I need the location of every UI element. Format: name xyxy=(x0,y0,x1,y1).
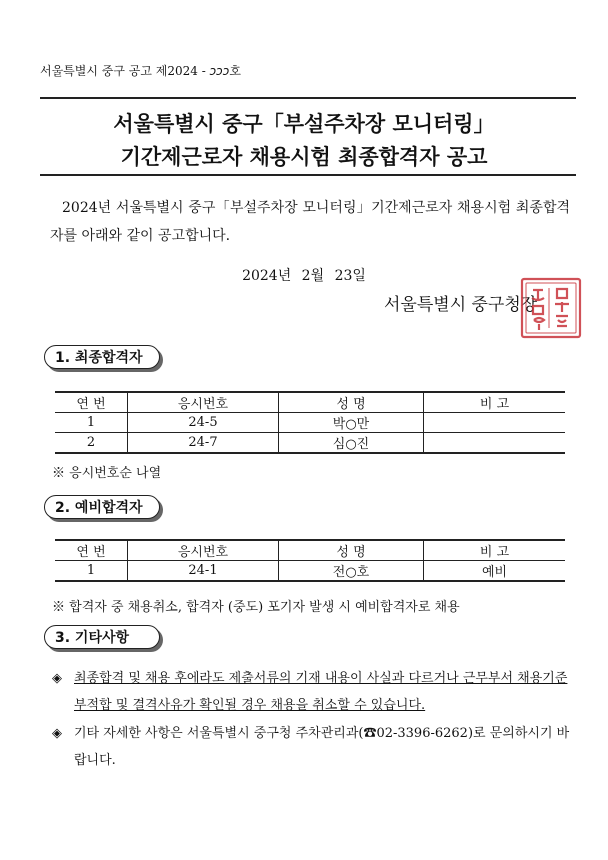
reserve-passers-table xyxy=(55,539,565,582)
col-header-remarks: 비 고 xyxy=(424,540,566,561)
table-row xyxy=(55,433,565,454)
cell-number: 1 xyxy=(55,413,128,433)
title-line-1: 서울특별시 중구「부설주차장 모니터링」 xyxy=(113,112,495,136)
col-header-name: 성 명 xyxy=(279,540,424,561)
table-header-row xyxy=(55,540,565,561)
other-note-item xyxy=(52,720,572,774)
reserve-passers-note: ※ 합격자 중 채용취소, 합격자 (중도) 포기자 발생 시 예비합격자로 채용 xyxy=(52,600,460,615)
section-heading-other-notes: 3. 기타사항 xyxy=(44,625,160,649)
cell-exam-number: 24-1 xyxy=(128,561,279,582)
final-passers-note: ※ 응시번호순 나열 xyxy=(52,466,162,481)
col-header-remarks: 비 고 xyxy=(424,392,566,413)
cell-name: 심○진 xyxy=(279,433,424,454)
document-number-handwritten: ↄↄↄ xyxy=(209,64,230,78)
cell-remarks: 예비 xyxy=(424,561,566,582)
table-header-row xyxy=(55,392,565,413)
section-heading-final-passers: 1. 최종합격자 xyxy=(44,345,160,369)
cell-name: 박○만 xyxy=(279,413,424,433)
diamond-bullet-icon: ◈ xyxy=(52,726,62,741)
cell-remarks xyxy=(424,413,566,433)
document-number-suffix: 호 xyxy=(229,64,241,78)
intro-paragraph: 2024년 서울특별시 중구「부설주차장 모니터링」기간제근로자 채용시험 최종합격자를 아래와 같이 공고합니다. xyxy=(50,200,570,244)
cell-exam-number: 24-5 xyxy=(128,413,279,433)
title-bottom-rule xyxy=(40,174,576,176)
diamond-bullet-icon: ◈ xyxy=(52,671,62,686)
issuer-name: 서울특별시 중구청장 xyxy=(384,295,538,315)
table-row xyxy=(55,413,565,433)
section-heading-reserve-passers: 2. 예비합격자 xyxy=(44,495,160,519)
final-passers-table xyxy=(55,391,565,454)
col-header-number: 연 번 xyxy=(55,540,128,561)
title-top-rule xyxy=(40,97,576,99)
other-note-text: 최종합격 및 채용 후에라도 제출서류의 기재 내용이 사실과 다르거나 근무부서 채용기준 부적합 및 결격사유가 확인될 경우 채용을 취소할 수 있습니다. xyxy=(74,671,568,713)
cell-number: 1 xyxy=(55,561,128,582)
announcement-date: 2024년 2월 23일 xyxy=(242,268,366,284)
cell-number: 2 xyxy=(55,433,128,454)
other-note-item xyxy=(52,665,572,719)
official-seal-icon xyxy=(519,276,583,340)
col-header-exam-number: 응시번호 xyxy=(128,540,279,561)
document-number-prefix: 서울특별시 중구 공고 제2024 - xyxy=(40,64,210,78)
cell-remarks xyxy=(424,433,566,454)
document-number xyxy=(40,62,241,79)
title-line-2: 기간제근로자 채용시험 최종합격자 공고 xyxy=(120,145,488,169)
col-header-exam-number: 응시번호 xyxy=(128,392,279,413)
col-header-number: 연 번 xyxy=(55,392,128,413)
cell-exam-number: 24-7 xyxy=(128,433,279,454)
other-note-text: 기타 자세한 사항은 서울특별시 중구청 주차관리과(☎02-3396-6262)로 문의하시기 바랍니다. xyxy=(74,726,570,768)
col-header-name: 성 명 xyxy=(279,392,424,413)
cell-name: 전○호 xyxy=(279,561,424,582)
table-row xyxy=(55,561,565,582)
